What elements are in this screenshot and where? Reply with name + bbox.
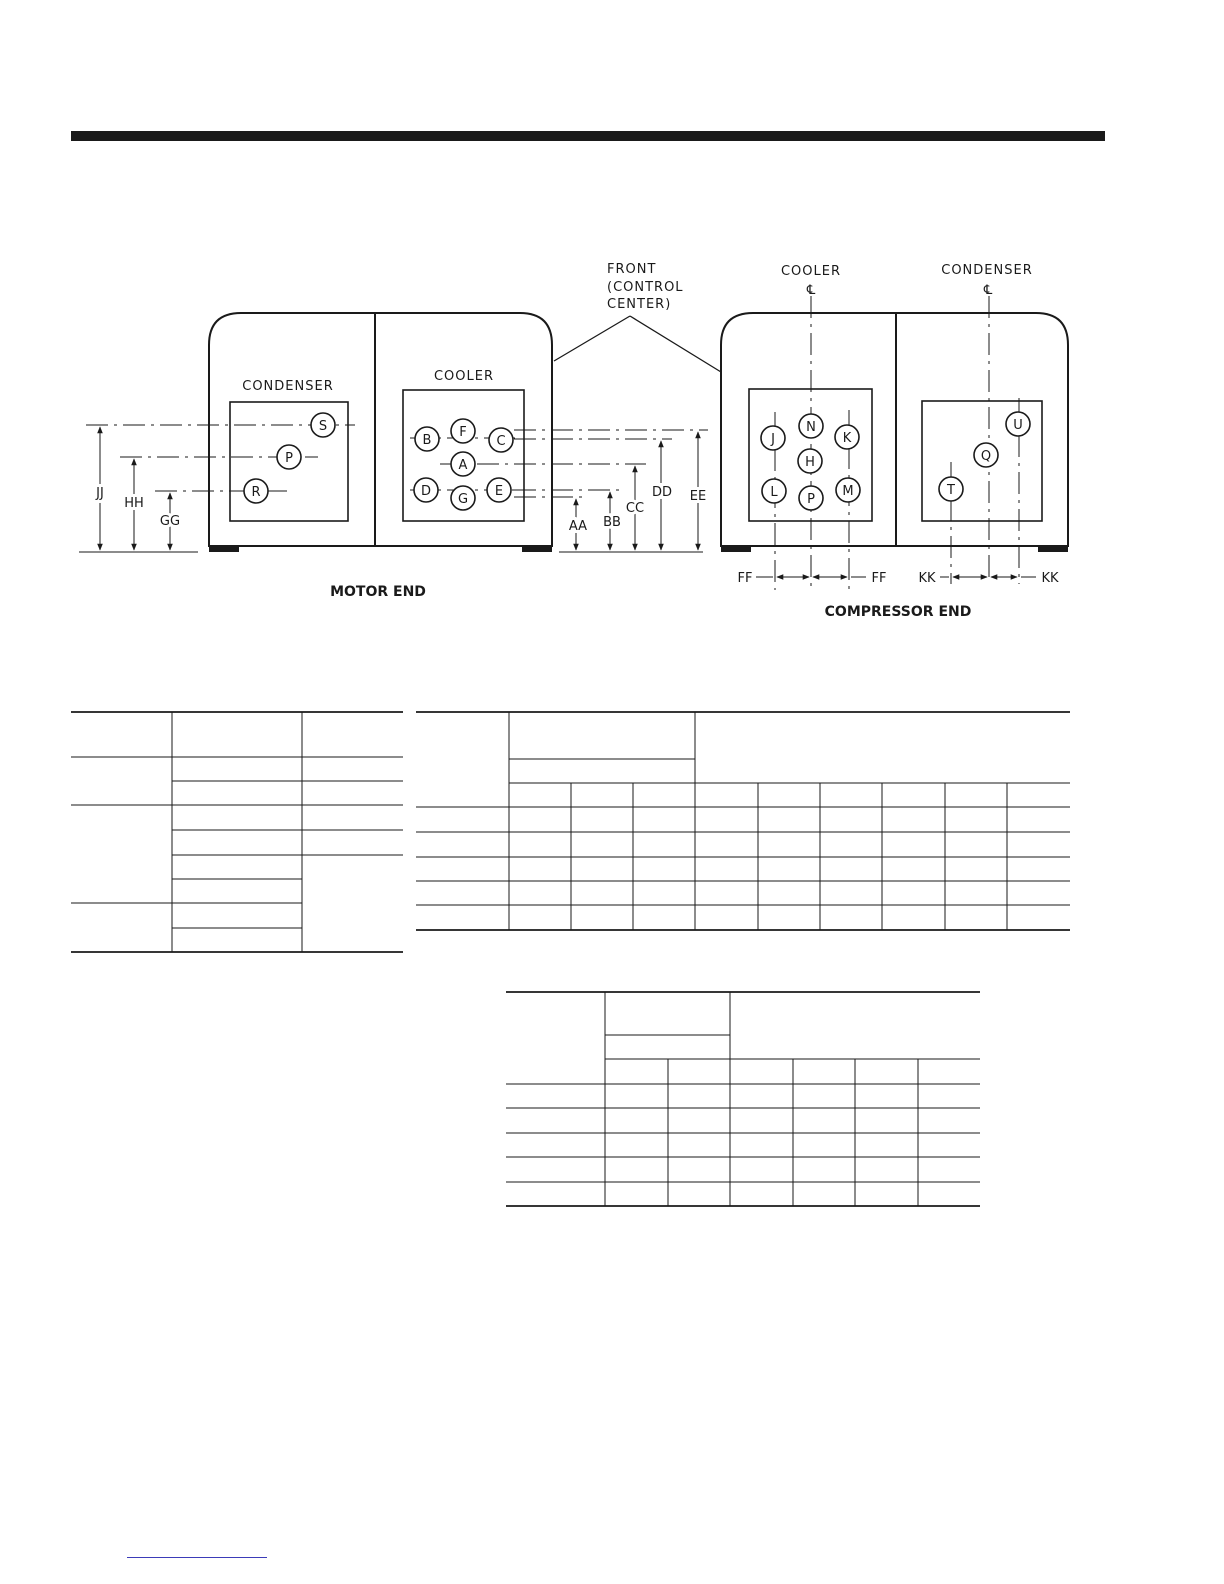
table-2 xyxy=(416,712,1070,930)
nozzle-label: C xyxy=(496,434,506,449)
dim-label-aa: AA xyxy=(568,519,588,534)
table-1 xyxy=(71,712,403,952)
compressor-cooler-label: COOLER xyxy=(780,264,842,279)
dim-label-ee: EE xyxy=(689,489,707,504)
nozzle-label: B xyxy=(422,433,432,448)
compressor-condenser-label: CONDENSER xyxy=(941,263,1033,278)
dim-label-kk: KK xyxy=(918,571,936,586)
nozzle-label: U xyxy=(1013,418,1023,433)
dim-label-cc: CC xyxy=(625,501,645,516)
front-label: (CONTROL xyxy=(607,280,684,295)
nozzle-label: P xyxy=(807,492,815,507)
dim-label-hh: HH xyxy=(124,496,144,511)
compressor-end-caption: COMPRESSOR END xyxy=(824,604,972,620)
dim-label-jj: JJ xyxy=(96,486,104,501)
table-3 xyxy=(506,992,980,1206)
dim-label-kk: KK xyxy=(1041,571,1059,586)
nozzle-label: J xyxy=(771,432,775,447)
nozzle-label: T xyxy=(947,483,955,498)
nozzle-label: Q xyxy=(980,449,992,464)
front-label: CENTER) xyxy=(607,297,672,312)
nozzle-label: E xyxy=(494,484,504,499)
nozzle-label: M xyxy=(842,484,854,499)
motor-condenser-label: CONDENSER xyxy=(242,379,334,394)
nozzle-label: P xyxy=(285,451,293,466)
cooler-centerline-symbol: ℄ xyxy=(806,283,816,298)
condenser-centerline-symbol: ℄ xyxy=(983,283,993,298)
dim-label-bb: BB xyxy=(603,515,621,530)
footer-link-rule[interactable] xyxy=(127,1557,267,1558)
nozzle-label: R xyxy=(251,485,261,500)
nozzle-label: S xyxy=(318,419,328,434)
nozzle-label: G xyxy=(457,492,469,507)
nozzle-label: D xyxy=(420,484,432,499)
nozzle-label: N xyxy=(806,420,816,435)
motor-end-caption: MOTOR END xyxy=(330,584,426,600)
dim-label-ff: FF xyxy=(737,571,753,586)
nozzle-label: A xyxy=(458,458,468,473)
nozzle-label: H xyxy=(805,455,815,470)
nozzle-label: K xyxy=(842,431,852,446)
dim-label-ff: FF xyxy=(871,571,887,586)
nozzle-label: L xyxy=(770,485,778,500)
nozzle-label: F xyxy=(459,425,467,440)
dim-label-dd: DD xyxy=(651,485,673,500)
motor-cooler-label: COOLER xyxy=(433,369,495,384)
front-label: FRONT xyxy=(607,262,657,277)
dim-label-gg: GG xyxy=(159,514,181,529)
